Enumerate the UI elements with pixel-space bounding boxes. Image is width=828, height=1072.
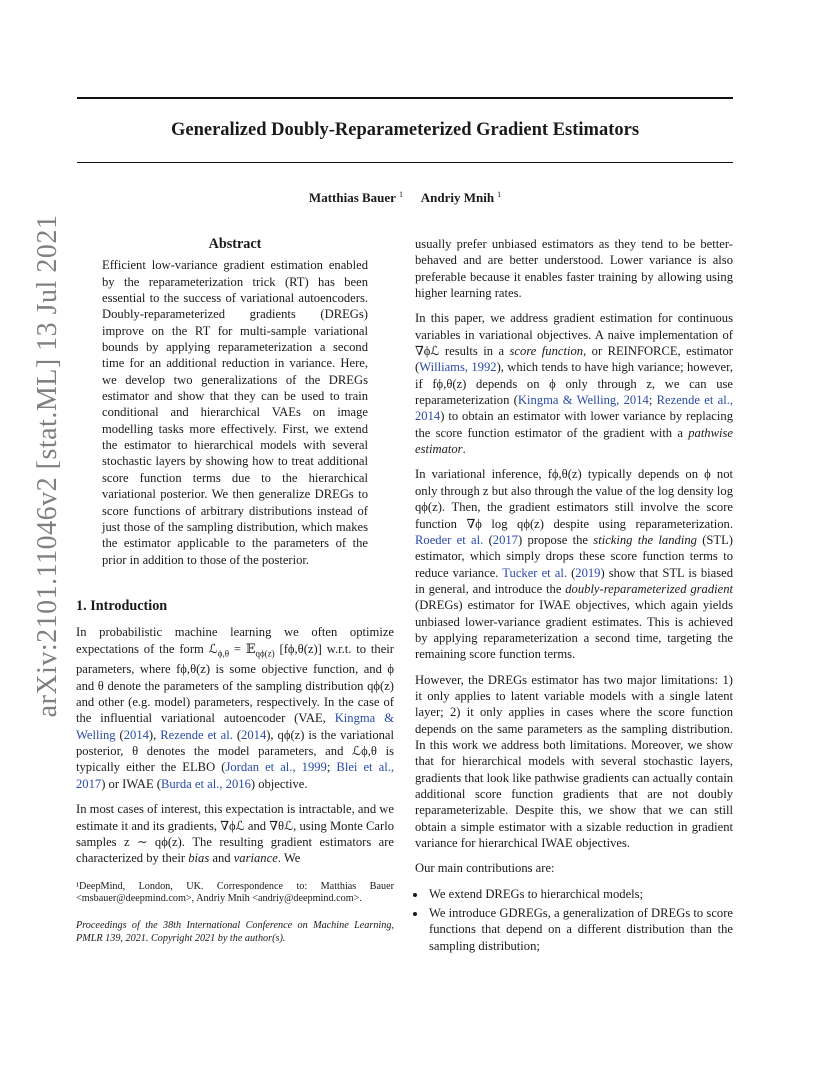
list-item: • We introduce GDREGs, a generalization of DREGs to score functions that depend on a different distribution than the sampling distribution; [427,905,733,954]
affil-mark: 1 [398,190,403,199]
citation-link[interactable]: Tucker et al. [502,565,567,580]
author-list [77,190,733,206]
contribution-list [415,886,733,954]
citation-link[interactable]: 2014 [241,727,267,742]
footnote: ¹DeepMind, London, UK. Correspondence to: Matthias Bauer <msbauer@deepmind.com>, Andriy Mnih <andriy@deepmind.com>. [76,880,394,904]
citation-link[interactable]: 2019 [575,565,601,580]
affil-mark: 1 [497,190,502,199]
abstract-heading: Abstract [208,236,262,252]
citation-link[interactable]: 2014 [123,727,149,742]
citation-link[interactable]: 2017 [492,532,518,547]
citation-link[interactable]: Jordan et al., 1999 [225,760,327,775]
abstract-body: Efficient low-variance gradient estimation enabled by the reparameterization trick (RT) has been essential to the success of variational autoencoders. Doubly-reparameterized gradients (DREGs) improve on the RT for multi-sample variational bounds by applying reparameterization a second time for an additional reduction in variance. Here, we develop two generalizations of the DREGs estimator and show that they can be used to train conditional and hierarchical VAEs on image modelling tasks more effectively. First, we extend the estimator to hierarchical models with several stochastic layers by showing how to treat additional score function terms due to the hierarchical variational posterior. We then generalize DREGs to score functions of arbitrary distributions instead of just those of the sampling distribution, which makes the estimator applicable to the parameters of the prior in addition to those of the posterior. [102,258,368,567]
citation-link[interactable]: Kingma & Welling, 2014 [517,393,649,408]
left-column [76,236,394,945]
author-name: Matthias Bauer [308,190,396,205]
arxiv-stamp: arXiv:2101.11046v2 [stat.ML] 13 Jul 2021 [32,214,63,718]
body-paragraph: usually prefer unbiased estimators as they tend to be better-behaved and are better understood. Lower variance is also preferable because it enables faster training by allowing using higher learning rates. [415,237,733,301]
citation-link[interactable]: Rezende et al. [160,727,233,742]
citation-link[interactable]: Burda et al., 2016 [160,776,251,791]
intro-paragraph: In probabilistic machine learning we often optimize expectations of the form ℒ$_{\phi,\theta}$ = 𝔼$_{q\phi(z)}$ [fϕ,θ(z)] w.r.t. to their parameters, where fϕ,θ(z) is some objective function, and ϕ and θ denote the parameters of the sampling distribution qϕ(z) and other (e.g. model) parameters, respectively. In the case of the influential variational autoencoder (VAE, Kingma & Welling (2014), Rezende et al. (2014), qϕ(z) is the variational posterior, θ denotes the model parameters, and ℒϕ,θ is typically either the ELBO (Jordan et al., 1999; Blei et al., 2017) or IWAE (Burda et al., 2016) objective. [76,625,395,791]
citation-link[interactable]: Williams, 1992 [419,360,497,375]
section-heading: 1. Introduction [76,597,168,614]
right-column [415,236,733,957]
body-paragraph: In variational inference, fϕ,θ(z) typically depends on ϕ not only through z but also through the value of the log density log qϕ(z). Then, the gradient estimators still involve the score function ∇ϕ log qϕ(z) despite using reparameterization. Roeder et al. (2017) propose the sticking the landing (STL) estimator, which simply drops these score function terms to reduce variance. Tucker et al. (2019) show that STL is biased in general, and introduce the doubly-reparameterized gradient (DREGs) estimator for IWAE objectives, which again yields unbiased lower-variance gradient estimates. This is achieved by applying reparameterization a second time, targeting the remaining score function terms. [415,467,734,662]
citation-link[interactable]: Roeder et al. [415,532,484,547]
proceedings-note: Proceedings of the 38th International Conference on Machine Learning, PMLR 139, 2021. Copyright 2021 by the author(s). [76,920,394,945]
body-paragraph: Our main contributions are: [415,861,555,876]
title-bottom-rule [77,162,733,163]
citation-link[interactable]: Rezende et al., 2014 [415,393,734,424]
intro-paragraph: In most cases of interest, this expectation is intractable, and we estimate it and its gradients, ∇ϕℒ and ∇θℒ, using Monte Carlo samples z ∼ qϕ(z). The resulting gradient estimators are characterized by their bias and variance. We [76,802,394,866]
title-top-rule [77,97,733,99]
body-paragraph: However, the DREGs estimator has two major limitations: 1) it only applies to latent variable models with a single latent layer; 2) it only applies in cases where the score function depends on the same parameters as the sampling distribution. In this work we address both limitations. Moreover, we show that for hierarchical models with several stochastic layers, gradients that look like pathwise gradients can actually contain additional score function gradients that are not doubly reparameterizable. Despite this, we show that we can still obtain a simple estimator with a sizable reduction in gradient variance for hierarchical IWAE objectives. [415,672,733,851]
citation-link[interactable]: Kingma & Welling [76,711,394,742]
paper-title: Generalized Doubly-Reparameterized Gradient Estimators [170,120,640,140]
citation-link[interactable]: Blei et al., 2017 [76,760,394,791]
body-paragraph: In this paper, we address gradient estimation for continuous variables in variational objectives. A naive implementation of ∇ϕℒ results in a score function, or REINFORCE, estimator (Williams, 1992), which tends to have high variance; however, if fϕ,θ(z) depends on ϕ only through z, we can use reparameterization (Kingma & Welling, 2014; Rezende et al., 2014) to obtain an estimator with lower variance by replacing the score function estimator of the gradient with a pathwise estimator. [415,311,734,457]
author-name: Andriy Mnih [420,190,495,205]
list-item: • We extend DREGs to hierarchical models; [427,886,733,902]
